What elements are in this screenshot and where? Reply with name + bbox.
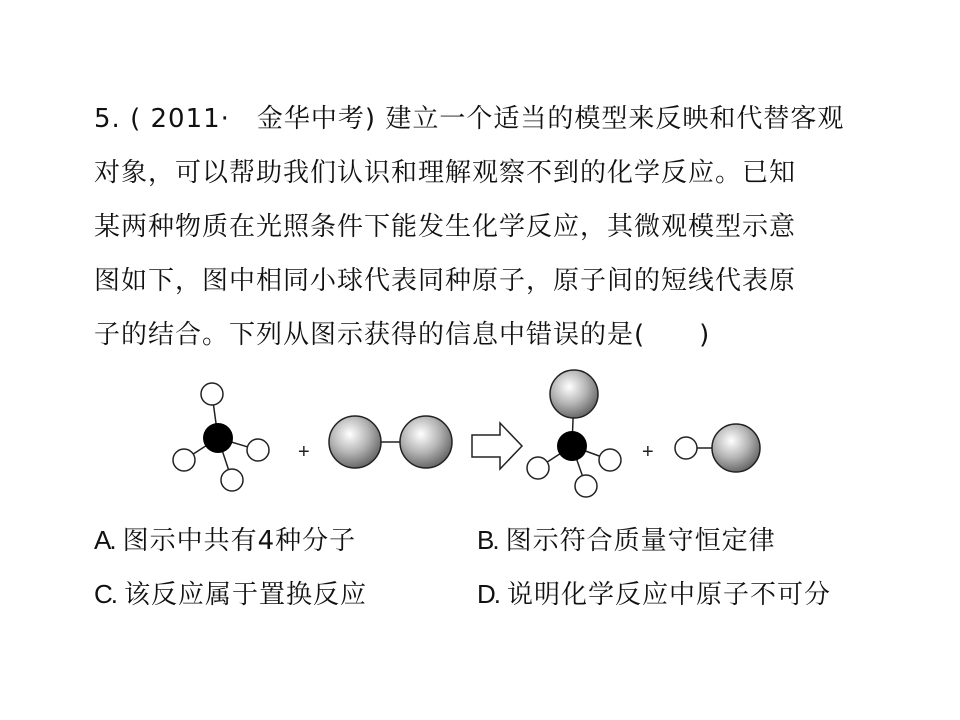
question-stem — [94, 92, 864, 362]
white-atom — [675, 437, 697, 459]
option-b[interactable] — [477, 520, 776, 557]
option-a-text: 图示中共有4种分子 — [122, 526, 357, 556]
option-d[interactable] — [477, 574, 831, 611]
option-b-text: 图示符合质量守恒定律 — [505, 526, 776, 556]
white-atom — [599, 449, 621, 471]
plus-sign-1: + — [298, 441, 310, 463]
black-atom — [203, 423, 233, 453]
gray-atom — [329, 416, 381, 468]
question-line-2: 对象，可以帮助我们认识和理解观察不到的化学反应。已知 — [94, 158, 797, 188]
white-atom — [575, 475, 597, 497]
question-line-4: 图如下，图中相同小球代表同种原子，原子间的短线代表原 — [94, 266, 797, 296]
option-b-letter: B. — [477, 525, 498, 555]
white-atom — [527, 457, 549, 479]
gray-atom — [400, 416, 452, 468]
gray-atom — [712, 424, 760, 472]
option-c[interactable] — [94, 574, 367, 611]
white-atom — [221, 469, 243, 491]
white-atom — [247, 439, 269, 461]
option-a-letter: A. — [94, 525, 115, 555]
option-d-letter: D. — [477, 579, 499, 609]
gray-atom — [550, 370, 598, 418]
reactant-molecule-2 — [329, 416, 452, 468]
option-d-text: 说明化学反应中原子不可分 — [507, 580, 832, 610]
option-c-text: 该反应属于置换反应 — [124, 580, 368, 610]
question-line-1: 5. ( 2011· 金华中考) 建立一个适当的模型来反映和代替客观 — [94, 104, 845, 134]
product-molecule-2 — [675, 424, 760, 472]
white-atom — [173, 449, 195, 471]
plus-sign-2: + — [642, 441, 654, 463]
question-line-3: 某两种物质在光照条件下能发生化学反应，其微观模型示意 — [94, 212, 797, 242]
option-c-letter: C. — [94, 579, 116, 609]
reaction-diagram — [160, 360, 780, 510]
option-a[interactable] — [94, 520, 356, 557]
product-molecule-1 — [527, 370, 621, 497]
black-atom — [557, 431, 587, 461]
reactant-molecule-1 — [173, 383, 269, 491]
white-atom — [201, 383, 223, 405]
reaction-arrow-icon — [472, 423, 522, 469]
question-line-5: 子的结合。下列从图示获得的信息中错误的是( ) — [94, 320, 711, 350]
